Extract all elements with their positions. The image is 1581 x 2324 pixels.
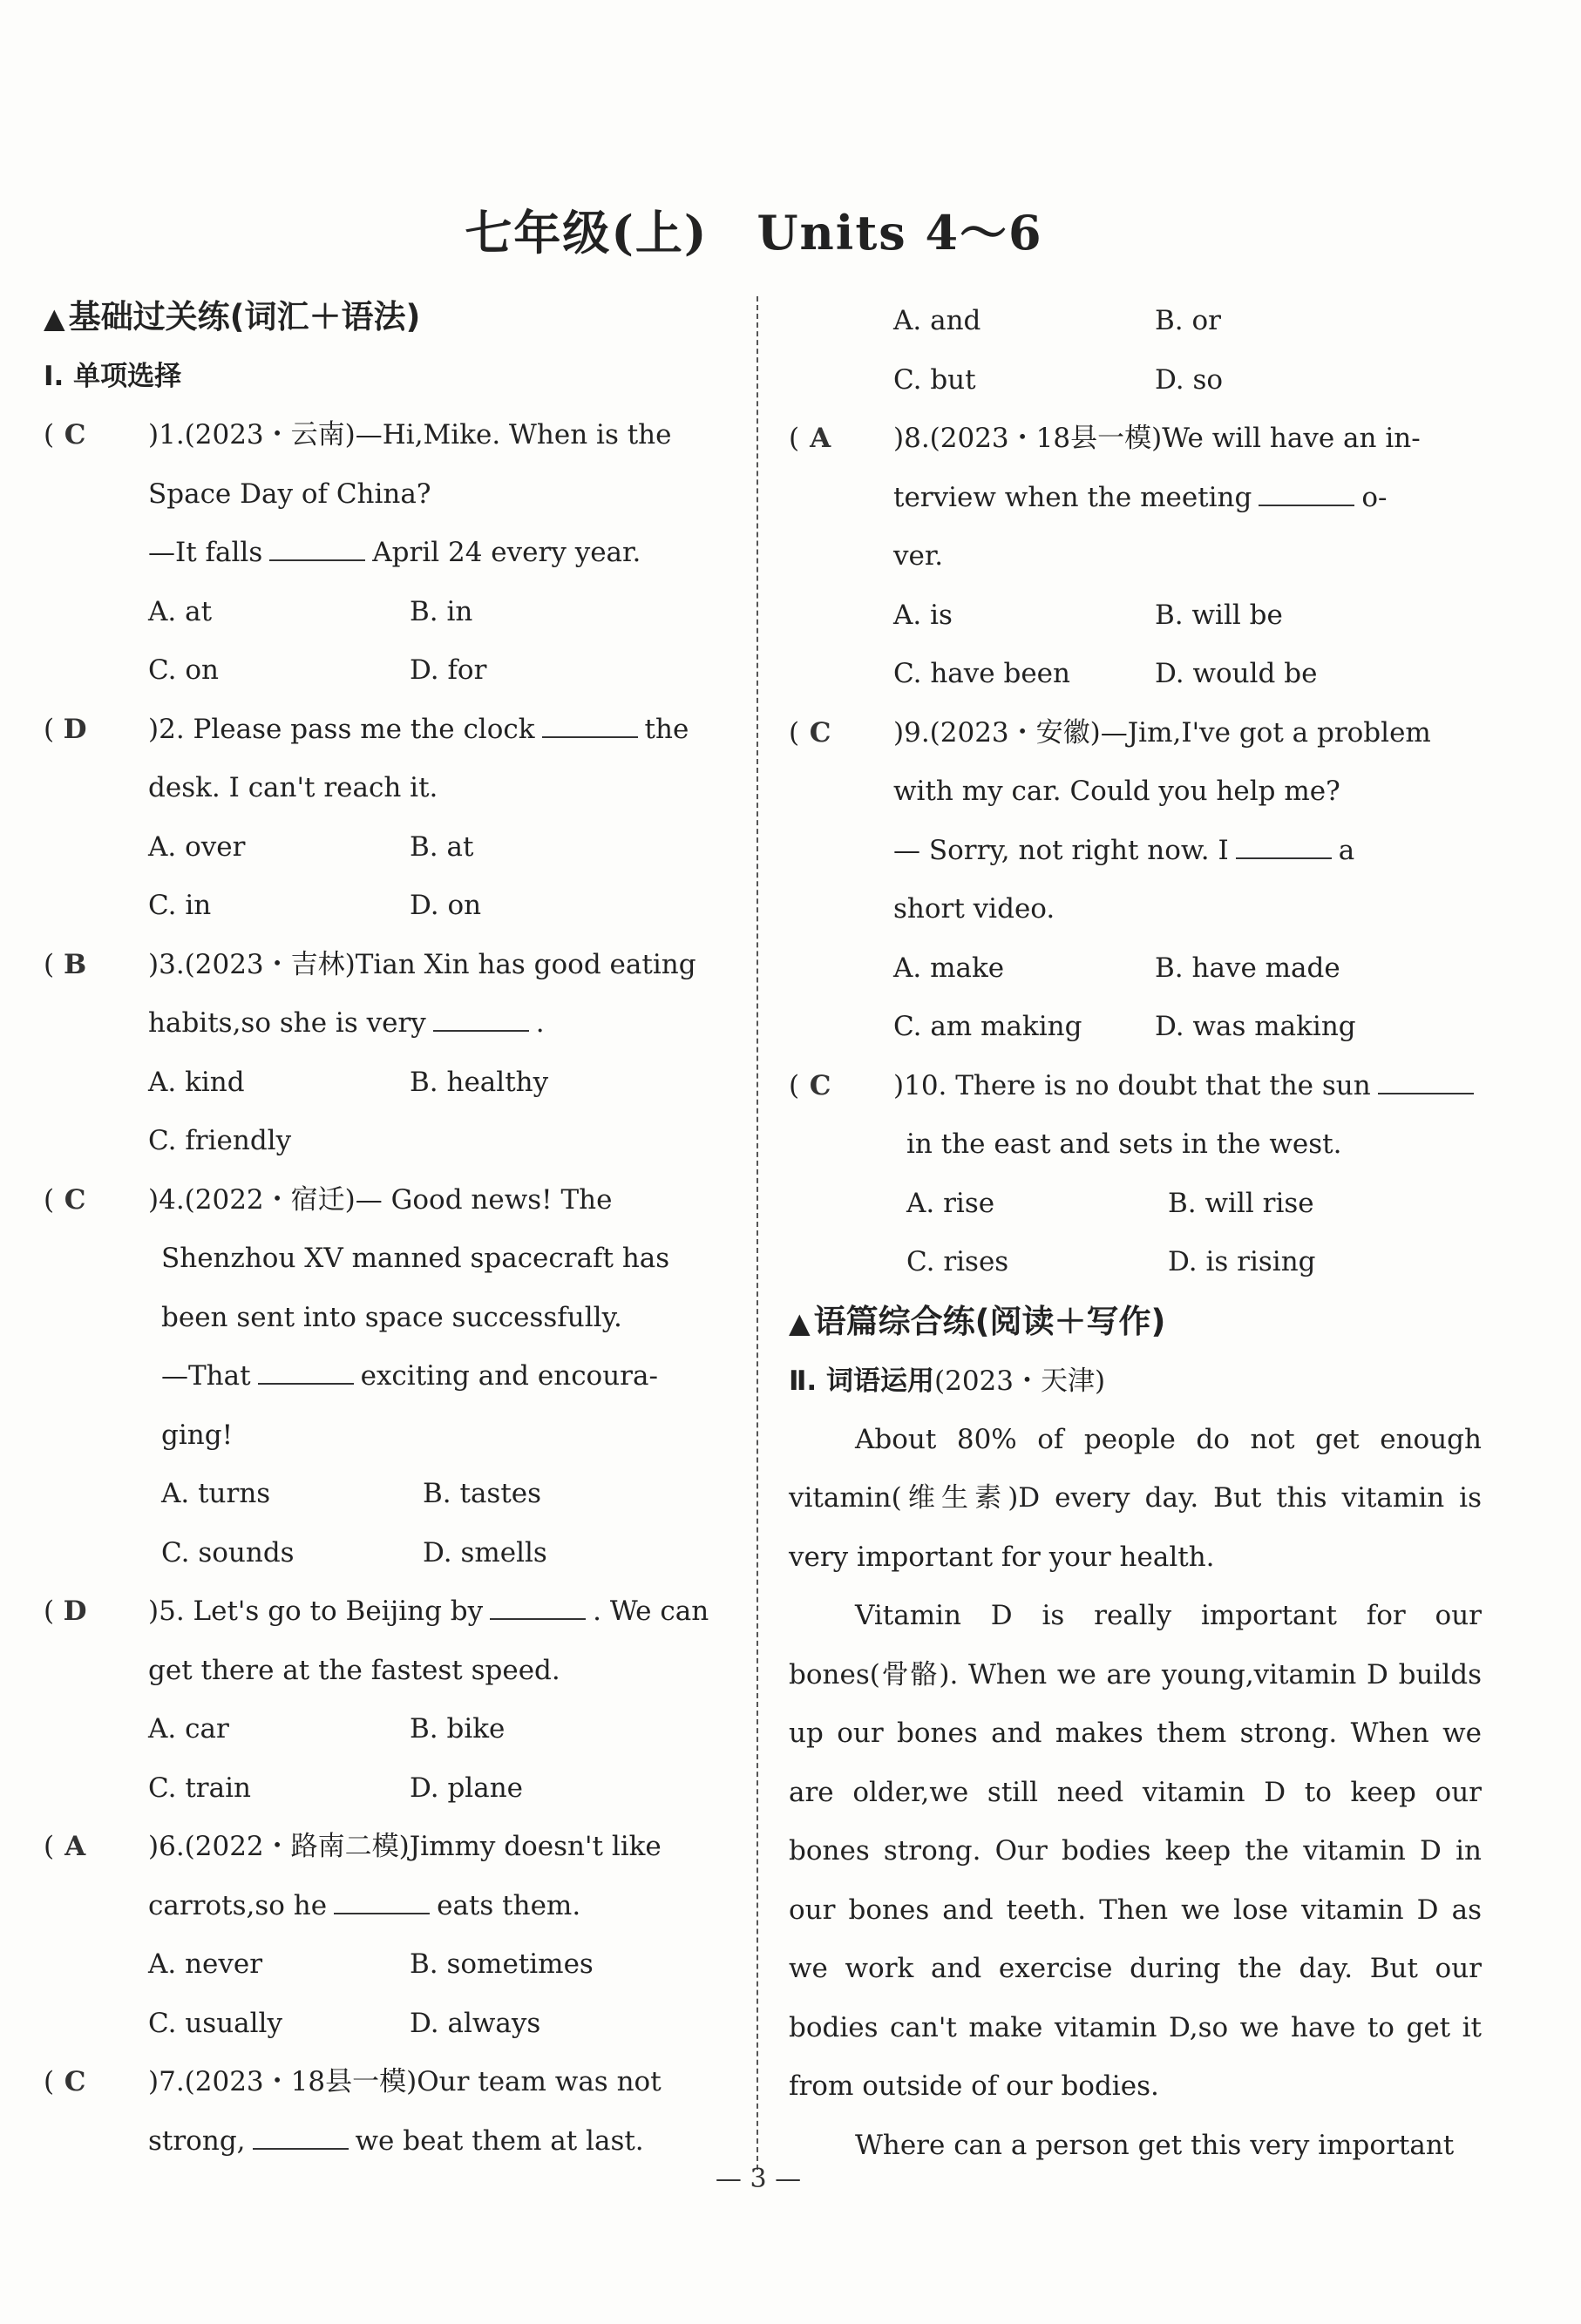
- triangle-icon: ▲: [44, 302, 65, 335]
- answer-mark: C: [64, 1183, 88, 1216]
- answer-blank: [1236, 835, 1332, 859]
- reading-passage: [789, 1411, 1482, 2176]
- section-heading-basics: [44, 288, 741, 347]
- option-b: B. tastes: [423, 1478, 542, 1509]
- option-a: A. make: [893, 952, 1005, 984]
- question-text: a: [1338, 834, 1355, 866]
- answer-mark: C: [809, 1069, 833, 1101]
- option-a: A. at: [148, 595, 213, 627]
- passage-paragraph: About 80% of people do not get enough vitamin(维生素)D every day. But this vitamin is very important for your health.: [789, 1423, 1482, 1573]
- option-c: C. but: [893, 363, 976, 396]
- question-text: eats them.: [437, 1889, 581, 1921]
- question-text: terview when the meeting: [893, 481, 1252, 513]
- question-text: ging!: [161, 1419, 234, 1451]
- option-d: D. smells: [423, 1536, 547, 1569]
- question-text: — Sorry, not right now. I: [893, 834, 1229, 866]
- question-text: carrots,so he: [148, 1889, 328, 1921]
- question-text: —That: [161, 1360, 251, 1392]
- question-text: .: [535, 1007, 545, 1039]
- passage-paragraph: Where can a person get this very important: [855, 2129, 1455, 2161]
- question-text: April 24 every year.: [372, 537, 641, 568]
- answer-blank: [490, 1596, 586, 1620]
- question-text: in the east and sets in the west.: [906, 1128, 1342, 1160]
- question-text: we beat them at last.: [355, 2124, 644, 2157]
- option-a: A. is: [893, 599, 953, 631]
- answer-bracket: ( A: [789, 410, 893, 469]
- question-text: habits,so she is very: [148, 1007, 426, 1039]
- question-text: the: [644, 713, 689, 745]
- answer-blank: [542, 714, 638, 738]
- section-label: 语篇综合练(阅读＋写作): [813, 1302, 1166, 1340]
- option-a: A. turns: [161, 1478, 271, 1509]
- question-7: [44, 2053, 741, 2171]
- left-column: [44, 288, 741, 2171]
- question-text: )3.(2023・吉林)Tian Xin has good eating: [148, 948, 696, 980]
- question-text: exciting and encoura-: [360, 1360, 658, 1392]
- option-c: C. on: [148, 654, 219, 686]
- option-b: B. will rise: [1168, 1187, 1314, 1219]
- part-heading-single-choice: Ⅰ. 单项选择: [44, 361, 182, 392]
- question-text: o-: [1361, 481, 1388, 513]
- option-b: B. at: [410, 830, 474, 863]
- question-text: )10. There is no doubt that the sun: [893, 1069, 1371, 1101]
- right-column: [789, 292, 1482, 2175]
- answer-blank: [253, 2125, 349, 2150]
- option-a: A. never: [148, 1948, 263, 1980]
- question-text: )2. Please pass me the clock: [148, 713, 535, 745]
- question-text: . We can: [593, 1596, 709, 1627]
- answer-mark: C: [809, 716, 833, 749]
- question-text: Space Day of China?: [148, 478, 431, 510]
- option-a: A. and: [893, 305, 981, 336]
- option-a: A. over: [148, 830, 246, 863]
- answer-blank: [1259, 482, 1354, 506]
- option-c: C. have been: [893, 658, 1070, 689]
- option-b: B. healthy: [410, 1066, 549, 1098]
- answer-blank: [258, 1360, 354, 1385]
- answer-bracket: ( C: [44, 406, 148, 465]
- question-text: desk. I can't reach it.: [148, 772, 438, 803]
- option-a: A. kind: [148, 1066, 245, 1098]
- answer-blank: [433, 1007, 529, 1032]
- option-b: B. sometimes: [410, 1948, 594, 1980]
- option-c: C. usually: [148, 2007, 282, 2039]
- answer-bracket: ( C: [789, 1057, 893, 1116]
- question-text: )6.(2022・路南二模)Jimmy doesn't like: [148, 1831, 662, 1862]
- question-4: [44, 1171, 741, 1583]
- option-c: C. rises: [906, 1246, 1009, 1277]
- question-3: [44, 936, 741, 1171]
- question-text: —It falls: [148, 537, 263, 568]
- triangle-icon: ▲: [789, 1305, 811, 1339]
- question-text: short video.: [893, 893, 1055, 925]
- option-d: D. would be: [1155, 658, 1318, 689]
- question-10: [789, 1057, 1482, 1292]
- answer-bracket: ( A: [44, 1818, 148, 1877]
- question-8: [789, 410, 1482, 704]
- option-c: C. in: [148, 890, 212, 921]
- option-c: C. am making: [893, 1011, 1082, 1042]
- section-label: 基础过关练(词汇＋语法): [68, 298, 421, 335]
- answer-mark: B: [64, 948, 89, 980]
- option-c: C. train: [148, 1772, 251, 1804]
- part-label: Ⅱ. 词语运用: [789, 1365, 934, 1397]
- question-text: get there at the fastest speed.: [148, 1654, 560, 1686]
- option-d: D. was making: [1155, 1011, 1356, 1042]
- option-a: A. car: [148, 1713, 229, 1745]
- answer-mark: C: [64, 2066, 88, 2097]
- answer-mark: D: [63, 713, 89, 745]
- answer-bracket: ( C: [44, 1171, 148, 1230]
- question-text: )5. Let's go to Beijing by: [148, 1596, 484, 1627]
- option-d: D. for: [410, 654, 487, 686]
- question-9: [789, 704, 1482, 1057]
- answer-bracket: ( D: [44, 1582, 148, 1642]
- question-text: been sent into space successfully.: [161, 1301, 622, 1333]
- answer-bracket: ( B: [44, 936, 148, 995]
- question-text: )7.(2023・18县一模)Our team was not: [148, 2066, 662, 2097]
- question-text: ver.: [893, 540, 944, 572]
- answer-bracket: ( C: [44, 2053, 148, 2112]
- answer-mark: A: [64, 1831, 88, 1862]
- question-text: with my car. Could you help me?: [893, 776, 1340, 807]
- answer-mark: D: [63, 1596, 89, 1627]
- answer-blank: [334, 1890, 430, 1914]
- question-text: strong,: [148, 2124, 246, 2157]
- question-1: [44, 406, 741, 701]
- option-a: A. rise: [906, 1187, 995, 1219]
- question-text: )8.(2023・18县一模)We will have an in-: [893, 423, 1421, 454]
- part-source: (2023・天津): [934, 1365, 1106, 1397]
- answer-blank: [1378, 1070, 1474, 1094]
- question-text: Shenzhou ⅩⅤ manned spacecraft has: [161, 1243, 670, 1274]
- section-heading-reading: [789, 1292, 1482, 1352]
- question-2: [44, 701, 741, 936]
- option-c: C. friendly: [148, 1125, 292, 1156]
- option-d: D. plane: [410, 1772, 524, 1804]
- answer-bracket: ( C: [789, 704, 893, 763]
- option-b: B. or: [1155, 305, 1221, 336]
- passage-paragraph: Vitamin D is really important for our bones(骨骼). When we are young,vitamin D builds up our bones and makes them strong. When we are older,we still need vitamin D to keep our bones strong. Our bodies keep the vitamin D in our bones and teeth. Then we lose vitamin D as we work and exercise during the day. But our bodies can't make vitamin D,so we have to get it from outside of our bodies.: [789, 1600, 1482, 2102]
- question-5: [44, 1582, 741, 1818]
- option-d: D. on: [410, 890, 482, 921]
- option-b: B. have made: [1155, 952, 1340, 984]
- option-d: D. always: [410, 2007, 541, 2039]
- answer-mark: A: [810, 423, 833, 454]
- question-text: )9.(2023・安徽)—Jim,I've got a problem: [893, 716, 1431, 749]
- option-b: B. in: [410, 595, 473, 627]
- question-7-options: [789, 292, 1482, 410]
- question-6: [44, 1818, 741, 2053]
- answer-mark: C: [64, 419, 88, 451]
- option-b: B. will be: [1155, 599, 1283, 631]
- option-d: D. is rising: [1168, 1246, 1316, 1277]
- answer-bracket: ( D: [44, 701, 148, 760]
- answer-blank: [269, 537, 365, 561]
- question-text: )1.(2023・云南)—Hi,Mike. When is the: [148, 419, 672, 451]
- option-b: B. bike: [410, 1713, 506, 1745]
- page-title: 七年级(上) Units 4～6: [465, 205, 1043, 261]
- page-number: — 3 —: [715, 2164, 802, 2194]
- question-text: )4.(2022・宿迁)— Good news! The: [148, 1183, 613, 1216]
- column-divider: [757, 296, 758, 2170]
- option-d: D. so: [1155, 363, 1224, 396]
- option-c: C. sounds: [161, 1536, 295, 1569]
- part-heading-word-use: [789, 1352, 1482, 1411]
